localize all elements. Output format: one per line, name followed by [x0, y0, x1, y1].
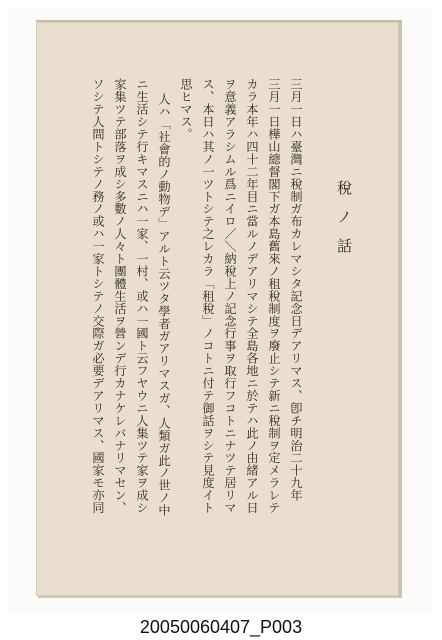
text-column-9: 家集ツテ部落ヲ成シ多數ノ人々ト團體生活ヲ營ンデ行カナケレバナリマセン、 [113, 78, 127, 514]
text-column-8: ニ生活シテ行キマスニハ一家、一村、或ハ一國ト云フヤウニ人集ツテ家ヲ成シ [135, 78, 149, 514]
text-column-5: ス、本日ハ其ノ一ツトシテ之レカラ「租稅」ノコトニ付テ御話ヲシテ見度イト [201, 78, 215, 514]
text-column-2: 三月一日樺山總督閣下ガ本島舊來ノ租稅制度ヲ廢止シテ新ニ稅制ヲ定メラレテ [267, 78, 281, 514]
text-column-10: ソシテ人間トシテノ務ノ或ハ一家トシテノ交際ガ必要デアリマス、國家モ亦同 [91, 78, 105, 514]
text-column-1: 三月一日ハ臺灣ニ稅制ガ布カレマシタ記念日デアリマス、卽チ明治二十九年 [289, 78, 303, 502]
image-caption: 20050060407_P003 [139, 617, 303, 637]
text-column-6: 思ヒマス。 [179, 78, 193, 141]
text-column-3: カラ本年ハ四十二年目ニ當ルノデアリマシテ全島各地ニ於テハ此ノ由緒アル日 [245, 78, 259, 514]
text-column-4: ヲ意義アラシムル爲ニイロ／＼納稅上ノ記念行事ヲ取行フコトニナツテ居リマ [223, 78, 237, 514]
text-column-7: 人ハ「社會的ノ動物デ」アルト云ツタ學者ガアリマスガ、人類ガ此ノ世ノ中 [157, 93, 171, 517]
document-title: 稅ノ話 [335, 180, 353, 267]
page-edge-right [398, 22, 402, 598]
